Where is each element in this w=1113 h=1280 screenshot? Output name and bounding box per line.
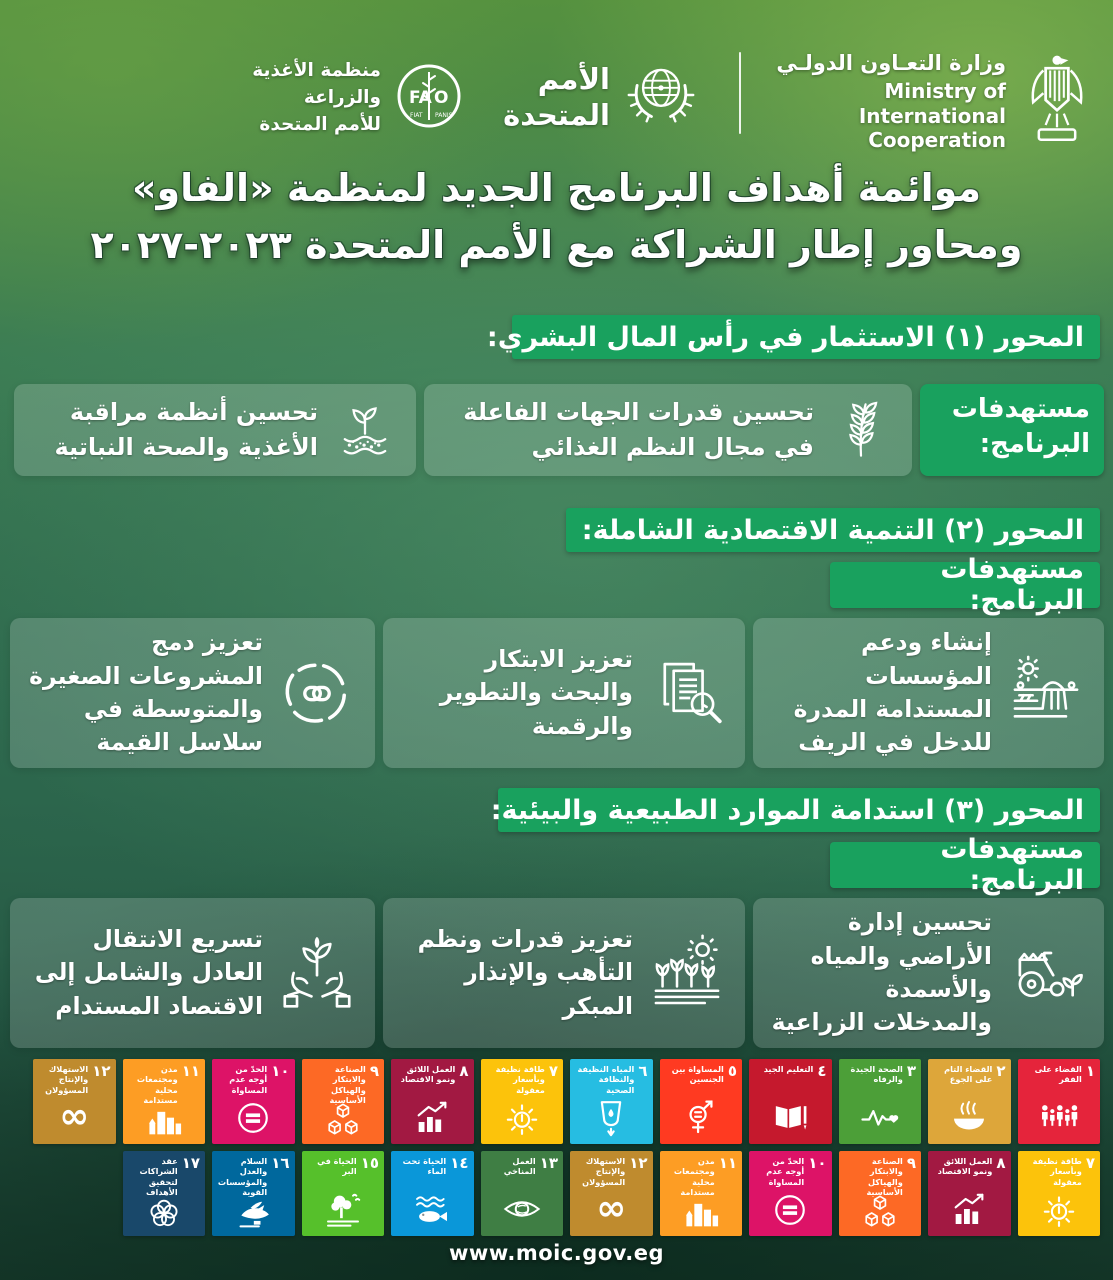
sdg-number: ١٤: [450, 1154, 469, 1172]
sdg-number: ١١: [181, 1062, 200, 1080]
objective-text: تحسين قدرات الجهات الفاعلة في مجال النظم الغذائي: [463, 398, 814, 461]
sdg-heartbeat-icon: [844, 1092, 917, 1141]
objective-box-early-warning: [383, 898, 745, 1048]
fao-name: [183, 58, 381, 138]
sdg-label: الاستهلاك والإنتاج المسؤولان: [45, 1064, 89, 1095]
seedling-icon: [332, 397, 398, 463]
sdg-tile-head: [128, 1062, 201, 1105]
sdg-tile-head: [1023, 1064, 1096, 1092]
sdg-label: الحدّ من أوجه عدم المساواة: [229, 1064, 268, 1095]
sdg-infinity-icon: ∞: [59, 1096, 90, 1138]
objective-box-land-water: [753, 898, 1104, 1048]
sdg-number: ٧: [548, 1062, 558, 1080]
sdg-label: العمل المناخي: [503, 1156, 536, 1177]
sdg-eye-icon: [486, 1184, 559, 1233]
sdg-bowl-icon: [933, 1092, 1006, 1141]
footer-url: www.moic.gov.eg: [449, 1241, 664, 1265]
sdg-tile-head: [665, 1064, 738, 1092]
fao-logo-block: [183, 58, 465, 138]
farm-icon: [1006, 653, 1086, 733]
objective-text: تحسين أنظمة مراقبة الأغذية والصحة النباتية: [54, 398, 318, 461]
fao-name-line2: للأمم المتحدة: [259, 113, 381, 135]
moic-logo-block: [758, 50, 1098, 154]
research-icon: [647, 653, 727, 733]
sdg-fish-icon: [396, 1184, 469, 1233]
sdg-label: الحياة تحت الماء: [402, 1156, 447, 1177]
objective-text: تعزيز قدرات ونظم التأهب والإنذار المبكر: [417, 924, 633, 1020]
sdg-number: ١١: [718, 1154, 737, 1172]
sdg-tile-head: [307, 1156, 380, 1184]
axis-2-header: المحور (٢) التنمية الاقتصادية الشاملة:: [566, 508, 1100, 552]
moic-name-en-line1: Ministry of International: [858, 79, 1006, 128]
sdg-tile-16: [212, 1151, 295, 1236]
sdg-tile-head: [486, 1156, 559, 1184]
sdg-tile-head: [217, 1064, 290, 1095]
sdg-city-icon: [665, 1193, 738, 1233]
sdg-label: القضاء التام على الجوع: [944, 1064, 993, 1085]
sdg-tile-1: [1018, 1059, 1101, 1144]
chain-icon: [277, 653, 357, 733]
sdg-tile-head: [754, 1156, 827, 1187]
sdg-label: المياه النظيفة والنظافة الصحية: [577, 1064, 635, 1095]
sdg-tile-10: [749, 1151, 832, 1236]
sdg-tile-head: [128, 1154, 201, 1197]
title-line2: [30, 217, 1083, 274]
sdg-number: ٨: [459, 1062, 469, 1080]
sdg-number: ٩: [906, 1154, 916, 1172]
sdg-tile-15: [302, 1151, 385, 1236]
axis-1-targets-label: مستهدفات البرنامج:: [920, 384, 1104, 476]
svg-text:O: O: [434, 88, 449, 109]
sdg-tile-11: [660, 1151, 743, 1236]
axis-2-targets-label: مستهدفات البرنامج:: [830, 562, 1100, 608]
sdg-tile-head: [1023, 1156, 1096, 1187]
sdg-number: ١٢: [92, 1062, 111, 1080]
un-name-line1: الأمم: [537, 61, 610, 96]
tractor-icon: [1006, 933, 1086, 1013]
sdg-family-icon: [1023, 1092, 1096, 1141]
sdg-number: ٦: [638, 1062, 648, 1080]
sdg-label: مدن ومجتمعات محلية مستدامة: [136, 1064, 178, 1105]
sdg-tile-8: [928, 1151, 1011, 1236]
sdg-number: ٩: [369, 1062, 379, 1080]
sdg-label: مدن ومجتمعات محلية مستدامة: [673, 1156, 715, 1197]
axis-3-targets-label: مستهدفات البرنامج:: [830, 842, 1100, 888]
sdg-tile-head: [665, 1154, 738, 1197]
sdg-tree-icon: [307, 1184, 380, 1233]
sdg-number: ١٠: [808, 1154, 827, 1172]
sdg-number: ١٠: [271, 1062, 290, 1080]
egypt-eagle-icon: [1016, 50, 1098, 154]
moic-name: [758, 51, 1006, 152]
sdg-tile-7: [481, 1059, 564, 1144]
objective-box-rural-institutions: [753, 618, 1104, 768]
sdg-tile-7: [1018, 1151, 1101, 1236]
sdg-label: الاستهلاك والإنتاج المسؤولان: [582, 1156, 626, 1187]
sdg-row-2: [33, 1151, 1100, 1236]
sdg-label: المساواة بين الجنسين: [671, 1064, 724, 1085]
sdg-infinity-icon: ∞: [596, 1188, 627, 1230]
page-title: [30, 160, 1083, 274]
fao-name-line1: منظمة الأغذية والزراعة: [252, 60, 381, 108]
objective-text: تسريع الانتقال العادل والشامل إلى الاقتصاد المستدام: [34, 924, 263, 1020]
sdg-tile-11: [123, 1059, 206, 1144]
sdg-cubes-icon: [307, 1101, 380, 1141]
sdg-equality-icon: [217, 1095, 290, 1141]
objective-box-food-actors: [424, 384, 912, 476]
sdg-tile-head: [575, 1156, 648, 1187]
sdg-number: ٨: [996, 1154, 1006, 1172]
sdg-label: الحدّ من أوجه عدم المساواة: [766, 1156, 805, 1187]
sdg-label: الصناعة والابتكار والهياكل الأساسية: [866, 1156, 903, 1197]
sdg-label: الحياة في البر: [317, 1156, 357, 1177]
objective-box-sme-value-chains: [10, 618, 375, 768]
field-icon: [647, 933, 727, 1013]
hands-plant-icon: [277, 933, 357, 1013]
sdg-tile-12: [570, 1151, 653, 1236]
sdg-tile-4: [749, 1059, 832, 1144]
objective-text: تعزيز دمج المشروعات الصغيرة والمتوسطة في سلاسل القيمة: [29, 628, 263, 757]
svg-text:FA: FA: [409, 88, 432, 109]
sdg-number: ٣: [906, 1062, 916, 1080]
sdg-tile-head: [38, 1064, 111, 1095]
objective-text: تحسين إدارة الأراضي والمياه والأسمدة والمدخلات الزراعية: [771, 908, 992, 1037]
sdg-label: السلام والعدل والمؤسسات القوية: [217, 1156, 268, 1197]
sdg-book-icon: [754, 1092, 827, 1141]
sdg-gender-icon: [665, 1092, 738, 1141]
sdg-tile-5: [660, 1059, 743, 1144]
sdg-tile-10: [212, 1059, 295, 1144]
sdg-tile-8: [391, 1059, 474, 1144]
sdg-energy-icon: [486, 1095, 559, 1141]
sdg-label: التعليم الجيد: [763, 1064, 814, 1074]
fao-logo-icon: [393, 60, 465, 136]
sdg-label: طاقة نظيفة وبأسعار معقولة: [495, 1064, 545, 1095]
sdg-equality-icon: [754, 1187, 827, 1233]
sdg-number: ١٢: [629, 1154, 648, 1172]
sdg-number: ١٧: [181, 1154, 200, 1172]
objective-box-food-monitoring: [14, 384, 416, 476]
title-years: ٢٠٢٧-٢٠٢٣: [90, 223, 292, 267]
sdg-growth-icon: [933, 1184, 1006, 1233]
moic-name-en: [758, 79, 1006, 152]
header-divider: [739, 52, 741, 134]
sdg-tile-head: [396, 1064, 469, 1092]
sdg-label: طاقة نظيفة وبأسعار معقولة: [1032, 1156, 1082, 1187]
sdg-tile-head: [217, 1154, 290, 1197]
axis-3-header: المحور (٣) استدامة الموارد الطبيعية والبيئية:: [498, 788, 1100, 832]
sdg-number: ٢: [996, 1062, 1006, 1080]
un-name: [476, 61, 610, 134]
sdg-number: ١٣: [539, 1154, 558, 1172]
sdg-tile-head: [933, 1064, 1006, 1092]
sdg-label: الصناعة والابتكار والهياكل الأساسية: [329, 1064, 366, 1105]
moic-name-en-line2: Cooperation: [868, 128, 1006, 153]
sdg-tile-17: [123, 1151, 206, 1236]
sdg-number: ١٦: [271, 1154, 290, 1172]
svg-text:PANIS: PANIS: [435, 112, 453, 120]
sdg-tile-head: [754, 1064, 827, 1092]
svg-text:FIAT: FIAT: [410, 112, 423, 120]
sdg-rings-icon: [128, 1193, 201, 1233]
sdg-number: ٧: [1085, 1154, 1095, 1172]
sdg-tile-9: [839, 1151, 922, 1236]
sdg-tile-9: [302, 1059, 385, 1144]
title-line1: موائمة أهداف البرنامج الجديد لمنظمة «الفاو»: [132, 166, 981, 210]
sdg-water-icon: [575, 1095, 648, 1141]
sdg-dove-icon: [217, 1193, 290, 1233]
sdg-label: الصحة الجيدة والرفاه: [850, 1064, 903, 1085]
sdg-label: العمل اللائق ونمو الاقتصاد: [937, 1156, 993, 1177]
axis-1-header: المحور (١) الاستثمار في رأس المال البشري:: [512, 315, 1100, 359]
objective-box-just-transition: [10, 898, 375, 1048]
sdg-tile-head: [575, 1064, 648, 1095]
sdg-label: القضاء على الفقر: [1034, 1064, 1082, 1085]
sdg-tile-head: [933, 1156, 1006, 1184]
sdg-city-icon: [128, 1101, 201, 1141]
sdg-cubes-icon: [844, 1193, 917, 1233]
sdg-label: العمل اللائق ونمو الاقتصاد: [400, 1064, 456, 1085]
un-emblem-icon: [618, 52, 704, 142]
moic-name-ar: وزارة التعـاون الدولـي: [776, 51, 1006, 76]
sdg-tile-head: [844, 1064, 917, 1092]
sdg-tile-13: [481, 1151, 564, 1236]
sdg-tile-14: [391, 1151, 474, 1236]
sdg-tile-12: [33, 1059, 116, 1144]
sdg-label: عقد الشراكات لتحقيق الأهداف: [139, 1156, 178, 1197]
sdg-number: ٤: [817, 1062, 827, 1080]
sdg-tile-3: [839, 1059, 922, 1144]
sdg-energy-icon: [1023, 1187, 1096, 1233]
un-name-line2: المتحدة: [503, 98, 610, 132]
sdg-tile-2: [928, 1059, 1011, 1144]
objective-box-innovation: [383, 618, 745, 768]
sdg-row-1: [33, 1059, 1100, 1144]
sdg-growth-icon: [396, 1092, 469, 1141]
sdg-tile-head: [307, 1062, 380, 1105]
objective-text: إنشاء ودعم المؤسسات المستدامة المدرة للدخل في الريف: [793, 628, 992, 757]
sdg-tile-head: [844, 1154, 917, 1197]
sdg-tile-head: [396, 1156, 469, 1184]
wheat-icon: [828, 397, 894, 463]
sdg-tile-head: [486, 1064, 559, 1095]
un-logo-block: [476, 52, 704, 142]
objective-text: تعزيز الابتكار والبحث والتطوير والرقمنة: [439, 644, 633, 740]
sdg-number: ٥: [727, 1062, 737, 1080]
title-line2-text: ومحاور إطار الشراكة مع الأمم المتحدة: [305, 223, 1023, 267]
sdg-number: ١٥: [360, 1154, 379, 1172]
sdg-tile-6: [570, 1059, 653, 1144]
sdg-number: ١: [1085, 1062, 1095, 1080]
